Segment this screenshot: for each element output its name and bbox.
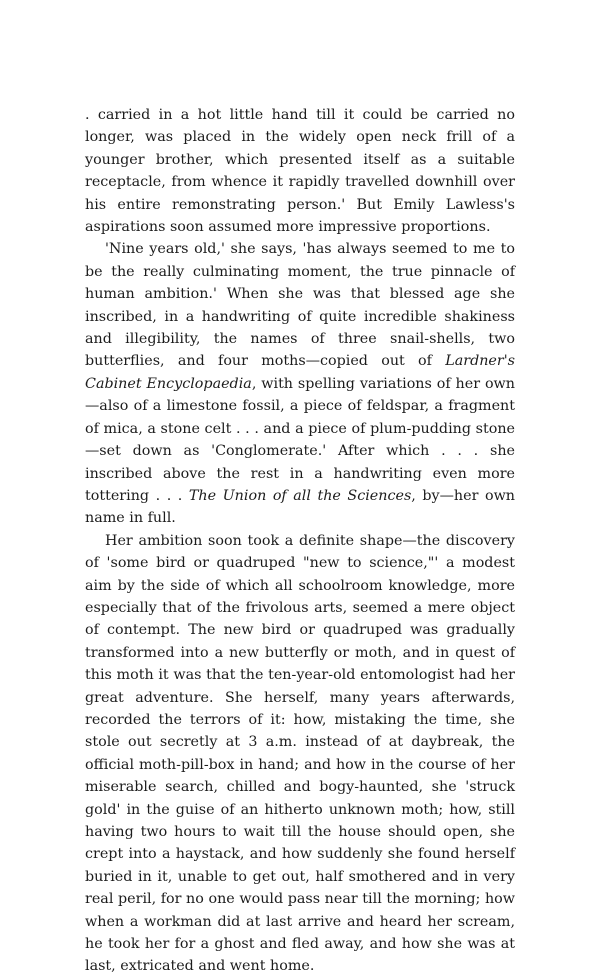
paragraph-2-run-3: , with spelling variations of her own—also of a limestone fossil, a piece of feldspar, a fragment of mica, a stone celt . . . and a piece of plum-pudding stone—set down as 'Conglomerate.' After which . . . she inscribed above the rest in a handwriting even more tottering . . .	[85, 375, 515, 504]
paragraph-3-run-1: Her ambition soon took a definite shape—the discovery of 'some bird or quadruped "new to science,"' a modest aim by the side of which all schoolroom knowledge, more especially that of the frivolous arts, seemed a mere object of contempt. The new bird or quadruped was gradually transformed into a new butterfly or moth, and in quest of this moth it was that the ten-year-old entomologist had her great adventure. She herself, many years afterwards, recorded the terrors of it: how, mistaking the time, she stole out secretly at 3 a.m. instead of at daybreak, the official moth-pill-box in hand; and how in the course of her miserable search, chilled and bogy-haunted, she 'struck gold' in the guise of an hitherto unknown moth; how, still having two hours to wait till the house should open, she crept into a haystack, and how suddenly she found herself buried in it, unable to get out, half smothered and in very real peril, for no one would pass near till the morning; how when a workman did at last arrive and heard her scream, he took her for a ghost and fled away, and how she was at last, extricated and went home.	[85, 532, 515, 975]
paragraph-2-run-1: 'Nine years old,' she says, 'has always seemed to me to be the really culminating moment, the true pinnacle of human ambition.' When she was that blessed age she inscribed, in a handwriting of quite incredible shakiness and illegibility, the names of three snail-shells, two butterflies, and four moths—copied out of	[85, 241, 515, 370]
paragraph-2-run-5: , by—her own name in full.	[85, 487, 516, 527]
paragraph-2	[85, 238, 515, 529]
book-title-lardner: Lardner's Cabinet Encyclopaedia	[85, 353, 515, 392]
paragraph-3	[85, 530, 515, 978]
paragraph-1	[85, 104, 515, 238]
page-body	[85, 104, 515, 978]
paragraph-1-run-1: . carried in a hot little hand till it could be carried no longer, was placed in the widely open neck frill of a younger brother, which presented itself as a suitable receptacle, from whence it rapidly travelled downhill over his entire remonstrating person.' But Emily Lawless's aspirations soon assumed more impressive proportions.	[85, 107, 515, 236]
book-title-union: The Union of all the Sciences	[188, 487, 412, 504]
